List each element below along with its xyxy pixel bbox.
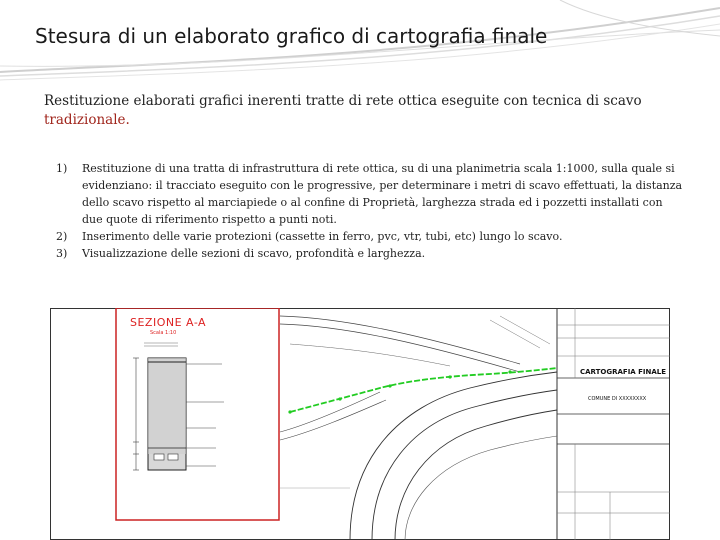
- list-item-text: Inserimento delle varie protezioni (cassette in ferro, pvc, vtr, tubi, etc) lungo lo scavo.: [82, 230, 563, 243]
- list-item-number: 2): [56, 230, 68, 243]
- list-item: [44, 228, 684, 245]
- cad-drawing: [50, 308, 670, 540]
- list-item-number: 3): [56, 247, 68, 260]
- numbered-list: [44, 160, 684, 262]
- subtitle-main: Restituzione elaborati grafici inerenti tratte di rete ottica eseguite con tecnica di scavo: [44, 93, 642, 109]
- list-item-number: 1): [56, 162, 68, 175]
- section-scale: Scala 1:10: [150, 330, 177, 336]
- list-item-text: Visualizzazione delle sezioni di scavo, profondità e larghezza.: [82, 247, 426, 260]
- titleblock-comune: COMUNE DI XXXXXXXX: [588, 396, 647, 402]
- slide-subtitle: [44, 92, 684, 130]
- list-item: [44, 245, 684, 262]
- subtitle-accent: tradizionale.: [44, 112, 130, 128]
- cad-drawing-lines: [50, 308, 670, 540]
- list-item: [44, 160, 684, 228]
- titleblock-title: CARTOGRAFIA FINALE: [580, 368, 667, 376]
- list-item-text: Restituzione di una tratta di infrastruttura di rete ottica, su di una planimetria scala 1:1000, sulla quale si evidenziano: il tracciato eseguito con le progressive, per determinare i metri di scavo effettuati, la distanza dello scavo rispetto al marciapiede o al confine di Proprietà, larghezza strada ed i pozzetti installati con due quote di riferimento rispetto a punti noti.: [82, 162, 683, 226]
- slide-title: Stesura di un elaborato grafico di cartografia finale: [35, 24, 548, 48]
- section-title: SEZIONE A-A: [130, 316, 207, 329]
